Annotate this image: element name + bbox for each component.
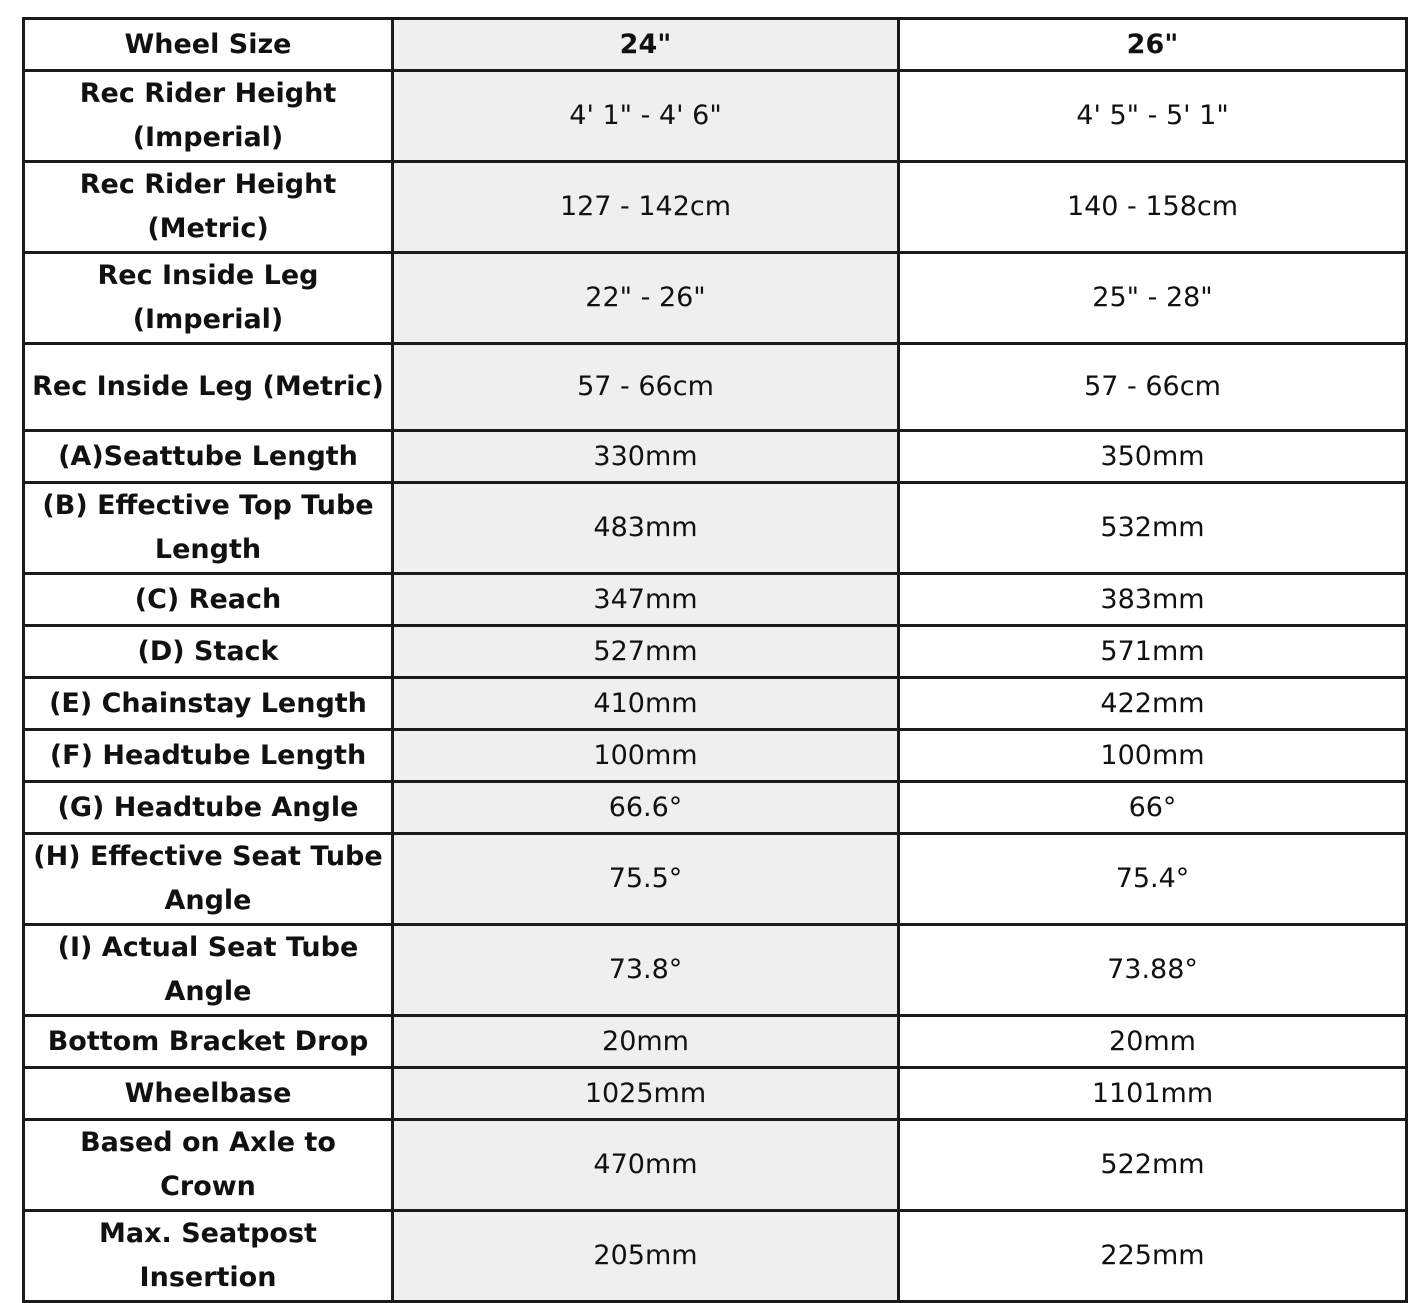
row-label: (H) Effective Seat Tube Angle [24, 834, 393, 925]
row-label: Bottom Bracket Drop [24, 1016, 393, 1068]
value-24: 470mm [393, 1120, 899, 1211]
table-row [24, 626, 1407, 678]
header-24-inch: 24" [393, 19, 899, 71]
value-26: 383mm [899, 574, 1407, 626]
row-label: Rec Inside Leg (Metric) [24, 344, 393, 431]
header-wheel-size: Wheel Size [24, 19, 393, 71]
table-row [24, 71, 1407, 162]
value-26: 4' 5" - 5' 1" [899, 71, 1407, 162]
value-26: 57 - 66cm [899, 344, 1407, 431]
table-row [24, 834, 1407, 925]
value-24: 527mm [393, 626, 899, 678]
value-24: 410mm [393, 678, 899, 730]
row-label: (G) Headtube Angle [24, 782, 393, 834]
table-row [24, 1120, 1407, 1211]
value-24: 22" - 26" [393, 253, 899, 344]
value-24: 330mm [393, 431, 899, 483]
table-row [24, 678, 1407, 730]
value-26: 75.4° [899, 834, 1407, 925]
row-label: Rec Rider Height (Metric) [24, 162, 393, 253]
value-24: 1025mm [393, 1068, 899, 1120]
row-label: (F) Headtube Length [24, 730, 393, 782]
table-row [24, 253, 1407, 344]
geometry-table [22, 17, 1408, 1303]
row-label: Rec Inside Leg (Imperial) [24, 253, 393, 344]
row-label: (E) Chainstay Length [24, 678, 393, 730]
table-row [24, 574, 1407, 626]
value-26: 422mm [899, 678, 1407, 730]
table-row [24, 1016, 1407, 1068]
row-label: Rec Rider Height (Imperial) [24, 71, 393, 162]
value-26: 25" - 28" [899, 253, 1407, 344]
value-26: 225mm [899, 1211, 1407, 1302]
row-label: Based on Axle to Crown [24, 1120, 393, 1211]
value-24: 66.6° [393, 782, 899, 834]
value-26: 140 - 158cm [899, 162, 1407, 253]
row-label: (I) Actual Seat Tube Angle [24, 925, 393, 1016]
value-26: 532mm [899, 483, 1407, 574]
value-24: 4' 1" - 4' 6" [393, 71, 899, 162]
value-24: 347mm [393, 574, 899, 626]
value-26: 522mm [899, 1120, 1407, 1211]
table-header-row [24, 19, 1407, 71]
row-label: Wheelbase [24, 1068, 393, 1120]
value-24: 57 - 66cm [393, 344, 899, 431]
table-row [24, 782, 1407, 834]
value-26: 66° [899, 782, 1407, 834]
value-24: 75.5° [393, 834, 899, 925]
row-label: (A)Seattube Length [24, 431, 393, 483]
table-row [24, 1211, 1407, 1302]
row-label: (B) Effective Top Tube Length [24, 483, 393, 574]
value-26: 571mm [899, 626, 1407, 678]
table-row [24, 344, 1407, 431]
row-label: (D) Stack [24, 626, 393, 678]
table-row [24, 483, 1407, 574]
value-24: 127 - 142cm [393, 162, 899, 253]
value-26: 73.88° [899, 925, 1407, 1016]
value-24: 20mm [393, 1016, 899, 1068]
value-24: 483mm [393, 483, 899, 574]
table-row [24, 925, 1407, 1016]
table-row [24, 431, 1407, 483]
value-26: 350mm [899, 431, 1407, 483]
table-row [24, 1068, 1407, 1120]
row-label: (C) Reach [24, 574, 393, 626]
row-label: Max. Seatpost Insertion [24, 1211, 393, 1302]
value-24: 73.8° [393, 925, 899, 1016]
header-26-inch: 26" [899, 19, 1407, 71]
value-26: 20mm [899, 1016, 1407, 1068]
table-row [24, 162, 1407, 253]
value-26: 1101mm [899, 1068, 1407, 1120]
value-24: 100mm [393, 730, 899, 782]
value-24: 205mm [393, 1211, 899, 1302]
value-26: 100mm [899, 730, 1407, 782]
table-row [24, 730, 1407, 782]
